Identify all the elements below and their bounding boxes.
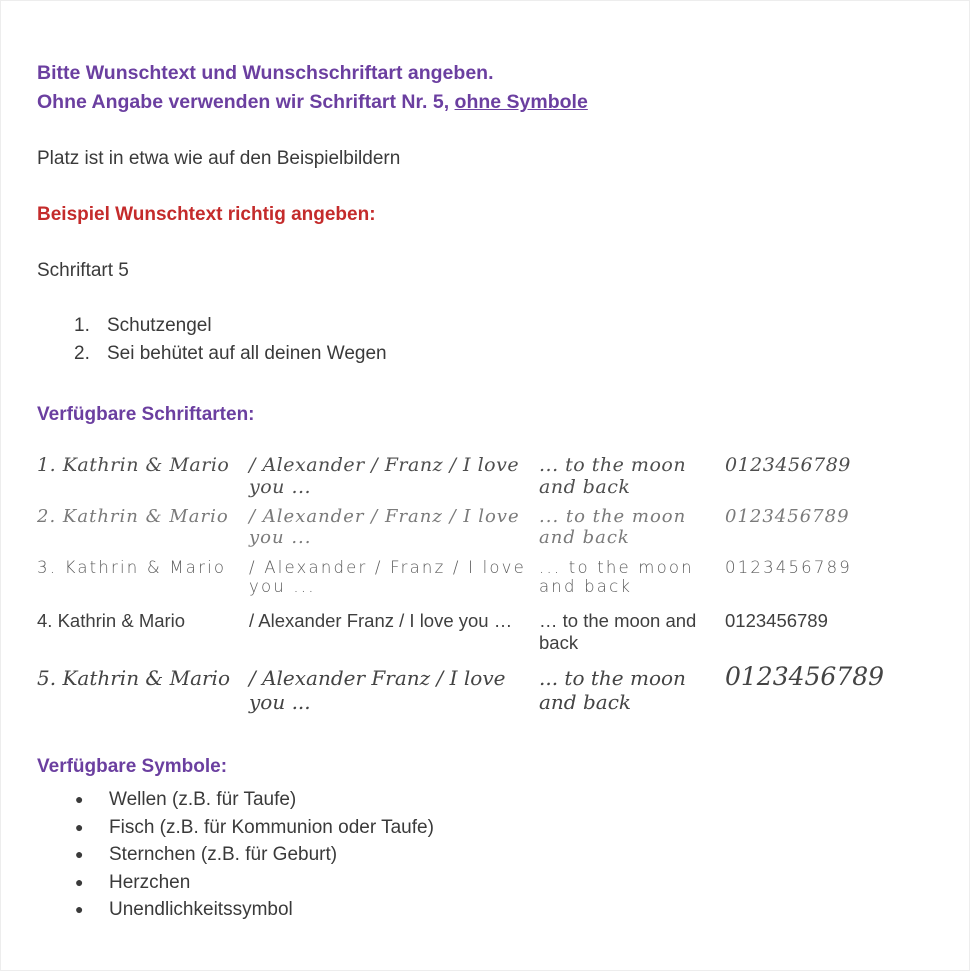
font-sample-middle: / Alexander / Franz / I love you ...: [249, 506, 520, 548]
font-sample-digits: 0123456789: [725, 610, 828, 631]
font-sample-tail: ... to the moon and back: [539, 506, 687, 548]
list-item: [37, 340, 929, 368]
symbol-list-item: [37, 841, 929, 869]
symbol-list-item: [37, 896, 929, 924]
font-sample-digits: 0123456789: [725, 454, 851, 476]
space-note: Platz ist in etwa wie auf den Beispielbildern: [37, 148, 401, 169]
symbol-list-item: [37, 786, 929, 814]
font-sample-names: 4. Kathrin & Mario: [37, 610, 186, 631]
symbol-text: Herzchen: [109, 871, 191, 893]
list-item-number: 1.: [74, 315, 90, 336]
main-heading: [37, 59, 929, 117]
heading-line2: [37, 88, 929, 117]
symbol-text: Unendlichkeitssymbol: [109, 899, 293, 920]
font-sample-tail: ... to the moon and back: [539, 454, 687, 498]
symbol-list-item: [37, 869, 929, 897]
list-item-text: Sei behütet auf all deinen Wegen: [107, 343, 387, 364]
font-sample-tail: ... to the moon and back: [539, 666, 686, 714]
font-sample-tail: ... to the moon and back: [539, 558, 694, 596]
example-heading: Beispiel Wunschtext richtig angeben:: [37, 204, 376, 225]
font-sample-digits: 0123456789: [725, 506, 850, 527]
font-sample-list: [37, 454, 929, 714]
font-sample-middle: / Alexander Franz / I love you …: [249, 610, 513, 631]
font-sample-row-3: [37, 558, 929, 610]
heading-line2-prefix: Ohne Angabe verwenden wir Schriftart Nr. 5,: [37, 91, 455, 113]
symbol-text: Fisch (z.B. für Kommunion oder Taufe): [109, 816, 434, 838]
font-sample-middle: / Alexander Franz / I love you ...: [249, 666, 506, 714]
symbols-section-heading: Verfügbare Symbole:: [37, 756, 228, 777]
example-text-list: [37, 312, 929, 368]
font-sample-row-5: [37, 662, 929, 714]
font-sample-names: 2. Kathrin & Mario: [37, 506, 229, 527]
heading-line2-underlined: ohne Symbole: [454, 91, 588, 113]
bullet-icon: ●: [75, 791, 84, 807]
bullet-icon: ●: [75, 873, 84, 890]
list-item: [37, 312, 929, 340]
font-sample-middle: / Alexander / Franz / I love you ...: [249, 558, 526, 596]
bullet-icon: ●: [75, 846, 84, 862]
font-sample-tail: … to the moon and back: [539, 610, 697, 653]
font-sample-middle: / Alexander / Franz / I love you ...: [249, 454, 520, 498]
symbol-text: Sternchen (z.B. für Geburt): [109, 844, 338, 865]
bullet-icon: ●: [75, 901, 84, 917]
font-sample-row-2: [37, 506, 929, 558]
example-font-label: Schriftart 5: [37, 260, 129, 281]
symbol-text: Wellen (z.B. für Taufe): [109, 789, 297, 810]
bullet-icon: ●: [75, 818, 84, 835]
font-sample-digits: 0123456789: [725, 558, 852, 577]
heading-line1: Bitte Wunschtext und Wunschschriftart angeben.: [37, 62, 494, 84]
font-sample-names: 3. Kathrin & Mario: [37, 558, 227, 577]
list-item-text: Schutzengel: [107, 315, 212, 336]
fonts-section-heading: Verfügbare Schriftarten:: [37, 404, 255, 425]
font-sample-names: 5. Kathrin & Mario: [37, 666, 230, 690]
font-sample-digits: 0123456789: [725, 662, 885, 691]
font-sample-row-4: [37, 610, 929, 662]
font-sample-row-1: [37, 454, 929, 506]
list-item-number: 2.: [74, 343, 90, 364]
symbols-list: [37, 786, 929, 924]
symbol-list-item: [37, 814, 929, 842]
font-sample-names: 1. Kathrin & Mario: [37, 454, 230, 476]
